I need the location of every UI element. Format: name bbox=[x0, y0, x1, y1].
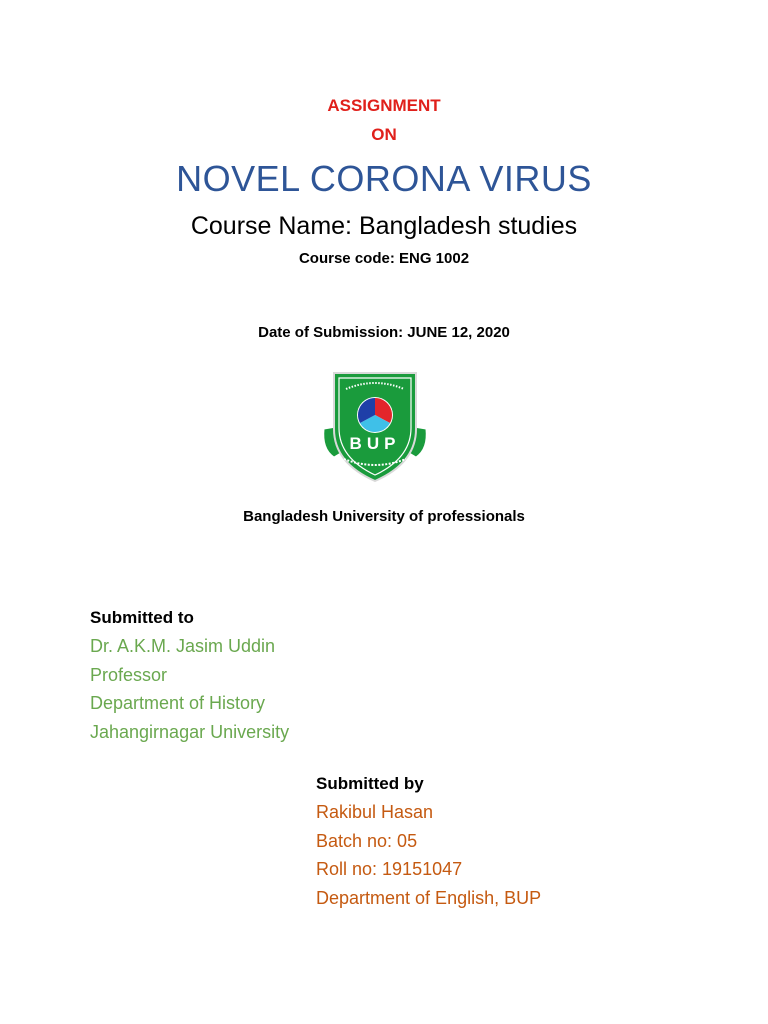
submitted-by-line: Roll no: 19151047 bbox=[316, 859, 463, 879]
logo-text: BUP bbox=[349, 434, 401, 453]
course-name: Course Name: Bangladesh studies bbox=[190, 212, 578, 240]
bup-logo bbox=[320, 367, 430, 485]
document-title: NOVEL CORONA VIRUS bbox=[176, 158, 592, 199]
submitted-to-line: Dr. A.K.M. Jasim Uddin bbox=[90, 636, 276, 656]
submitted-by-line: Batch no: 05 bbox=[316, 830, 418, 851]
submitted-to-section bbox=[90, 608, 289, 746]
submitted-to-line: Department of History bbox=[90, 693, 266, 713]
submitted-by-section bbox=[316, 774, 541, 912]
course-code: Course code: ENG 1002 bbox=[298, 250, 470, 267]
submitted-by-line: Rakibul Hasan bbox=[316, 802, 434, 822]
assignment-label: ASSIGNMENT bbox=[327, 96, 441, 115]
submission-date: Date of Submission: JUNE 12, 2020 bbox=[258, 324, 510, 341]
submitted-to-heading: Submitted to bbox=[90, 608, 194, 627]
submitted-by-heading: Submitted by bbox=[316, 774, 424, 793]
submitted-to-line: Professor bbox=[90, 664, 168, 685]
submitted-by-line: Department of English, BUP bbox=[316, 887, 542, 908]
on-label: ON bbox=[371, 125, 397, 144]
university-name: Bangladesh University of professionals bbox=[243, 508, 525, 525]
submitted-to-line: Jahangirnagar University bbox=[90, 721, 290, 742]
